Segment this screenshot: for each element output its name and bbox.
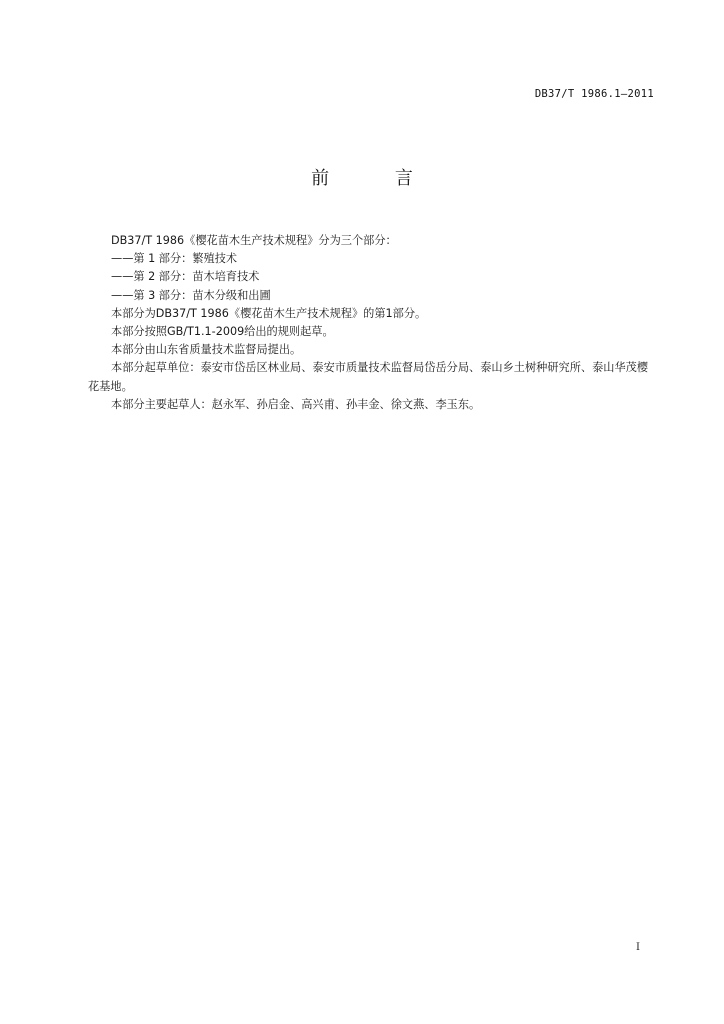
paragraph-drafters: 本部分主要起草人：赵永军、孙启金、高兴甫、孙丰金、徐文燕、李玉东。 (111, 397, 481, 411)
paragraph-part-3: ——第 3 部分：苗木分级和出圃 (111, 288, 271, 302)
paragraph-drafting-rules: 本部分按照GB/T1.1-2009给出的规则起草。 (111, 325, 334, 339)
paragraph-part-2: ——第 2 部分：苗木培育技术 (111, 270, 260, 284)
foreword-body (88, 232, 658, 414)
paragraph-proposer: 本部分由山东省质量技术监督局提出。 (111, 343, 302, 357)
paragraph-this-part: 本部分为DB37/T 1986《樱花苗木生产技术规程》的第1部分。 (111, 306, 427, 320)
document-code: DB37/T 1986.1—2011 (534, 88, 654, 100)
paragraph-parts-intro: DB37/T 1986《樱花苗木生产技术规程》分为三个部分： (111, 234, 397, 247)
page-title: 前 言 (311, 168, 443, 189)
page-number: I (636, 942, 640, 953)
paragraph-drafting-units: 本部分起草单位：泰安市岱岳区林业局、泰安市质量技术监督局岱岳分局、泰山乡土树种研究所、泰山华茂樱花基地。 (88, 361, 649, 393)
paragraph-part-1: ——第 1 部分：繁殖技术 (111, 252, 238, 266)
